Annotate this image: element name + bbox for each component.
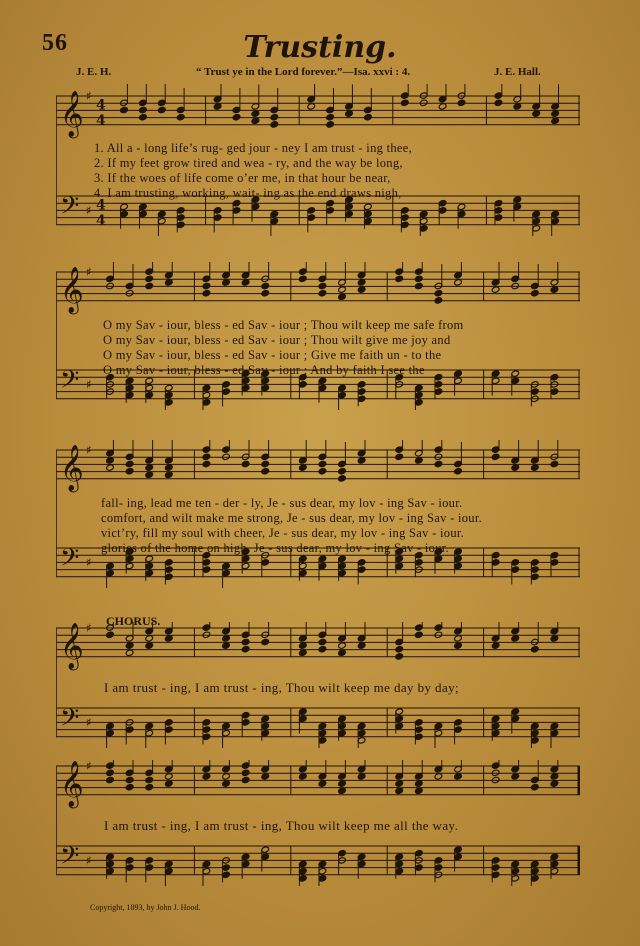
note-head: [357, 286, 366, 293]
chorus-line-2: I am trust - ing, I am trust - ing, Thou wilt keep me all the way.: [104, 818, 459, 833]
key-sharp-icon: ♯: [86, 555, 92, 570]
treble-clef-icon: 𝄞: [60, 90, 84, 137]
treble-clef-icon: 𝄞: [60, 622, 84, 669]
note-head: [550, 286, 559, 293]
note-head: [120, 106, 129, 113]
note-head: [454, 642, 463, 649]
note-head: [454, 635, 463, 642]
note-head: [454, 279, 463, 286]
chorus-line-1: I am trust - ing, I am trust - ing, Thou wilt keep me day by day;: [104, 680, 460, 695]
note-head: [165, 471, 174, 478]
note-head: [531, 464, 540, 471]
note-head: [338, 286, 347, 293]
key-sharp-icon: ♯: [86, 760, 92, 773]
note-head: [454, 468, 463, 475]
note-head: [158, 106, 167, 113]
note-head: [318, 468, 327, 475]
note-head: [307, 103, 316, 110]
note-head: [531, 784, 540, 791]
key-sharp-icon: ♯: [86, 89, 92, 103]
key-sharp-icon: ♯: [86, 203, 92, 218]
note-head: [241, 646, 250, 653]
bass-clef-icon: 𝄢: [60, 841, 80, 877]
verse-2-line-2: O my Sav - iour, bless - ed Sav - iour ; Thou wilt give me joy and: [103, 333, 451, 347]
note-head: [261, 282, 270, 289]
note-head: [454, 773, 463, 780]
note-head: [494, 99, 503, 106]
note-head: [338, 293, 347, 300]
note-head: [222, 635, 231, 642]
note-head: [145, 635, 154, 642]
note-head: [326, 114, 335, 121]
note-head: [551, 110, 560, 117]
note-head: [299, 642, 308, 649]
note-head: [270, 121, 279, 128]
hymn-title: Trusting.: [243, 30, 397, 65]
note-head: [511, 464, 520, 471]
note-head: [222, 279, 231, 286]
note-head: [532, 110, 541, 117]
bass-clef-icon: 𝄢: [60, 365, 80, 401]
key-sharp-icon: ♯: [86, 715, 92, 730]
note-head: [338, 642, 347, 649]
note-head: [299, 773, 308, 780]
note-head: [415, 275, 424, 282]
note-head: [125, 776, 134, 783]
copyright-notice: Copyright, 1893, by John J. Hood.: [90, 903, 201, 912]
note-head: [145, 784, 154, 791]
note-head: [145, 275, 154, 282]
note-head: [145, 642, 154, 649]
note-head: [318, 646, 327, 653]
note-head: [318, 780, 327, 787]
note-head: [491, 286, 500, 293]
note-head: [222, 642, 231, 649]
note-head: [513, 103, 522, 110]
note-head: [395, 780, 404, 787]
note-head: [357, 457, 366, 464]
note-head: [251, 117, 260, 124]
note-head: [241, 279, 250, 286]
note-head: [511, 773, 520, 780]
key-sharp-icon: ♯: [86, 853, 92, 868]
note-head: [326, 121, 335, 128]
bass-clef-icon: 𝄢: [60, 191, 80, 227]
note-head: [106, 769, 115, 776]
note-head: [457, 99, 466, 106]
note-head: [125, 784, 134, 791]
note-head: [511, 635, 520, 642]
lyricist-credit: J. E. H.: [76, 66, 112, 78]
note-head: [318, 290, 327, 297]
note-head: [364, 114, 373, 121]
key-sharp-icon: ♯: [86, 443, 92, 457]
note-head: [338, 787, 347, 794]
note-head: [338, 649, 347, 656]
note-head: [550, 773, 559, 780]
note-head: [139, 114, 148, 121]
note-head: [222, 773, 231, 780]
note-head: [299, 649, 308, 656]
verse-4-line-3: glories of the home on high, Je - sus dear, my lov - ing Sav - iour.: [101, 541, 449, 555]
time-signature-top: 4: [96, 97, 106, 114]
page-number: 56: [42, 30, 68, 56]
note-head: [415, 457, 424, 464]
note-head: [261, 290, 270, 297]
note-head: [415, 787, 424, 794]
note-head: [438, 103, 447, 110]
verse-3-line-1: 3. If the woes of life come o’er me, in that hour be near,: [94, 171, 391, 185]
key-sharp-icon: ♯: [86, 622, 92, 635]
note-head: [434, 290, 443, 297]
note-head: [531, 290, 540, 297]
note-head: [318, 638, 327, 645]
note-head: [345, 110, 354, 117]
note-head: [106, 631, 115, 638]
note-head: [139, 106, 148, 113]
note-head: [491, 453, 500, 460]
note-head: [395, 453, 404, 460]
note-head: [338, 468, 347, 475]
bass-clef-icon: 𝄢: [60, 703, 80, 739]
note-head: [241, 776, 250, 783]
note-head: [395, 787, 404, 794]
note-head: [261, 773, 270, 780]
note-head: [106, 776, 115, 783]
note-head: [270, 114, 279, 121]
chorus-label: CHORUS.: [106, 614, 161, 628]
note-head: [357, 279, 366, 286]
time-signature-bottom: 4: [96, 212, 106, 229]
verse-1-line-1: 1. All a - long life’s rug- ged jour - ney I am trust - ing thee,: [94, 141, 413, 155]
note-head: [241, 638, 250, 645]
time-signature-top: 4: [96, 197, 106, 214]
note-head: [202, 460, 211, 467]
note-head: [531, 646, 540, 653]
note-head: [145, 282, 154, 289]
verse-2-line-3: comfort, and wilt make me strong, Je - sus dear, my lov - ing Sav - iour.: [101, 511, 483, 525]
note-head: [125, 642, 134, 649]
note-head: [338, 780, 347, 787]
note-head: [415, 780, 424, 787]
note-head: [202, 282, 211, 289]
note-head: [241, 769, 250, 776]
verse-1-line-3: fall- ing, lead me ten - der - ly, Je - sus dear, my lov - ing Sav - iour.: [101, 496, 463, 510]
note-head: [551, 117, 560, 124]
note-head: [202, 773, 211, 780]
time-signature-bottom: 4: [96, 112, 106, 129]
treble-clef-icon: 𝄞: [60, 444, 84, 491]
verse-3-line-2: O my Sav - iour, bless - ed Sav - iour ; Give me faith un - to the: [103, 348, 442, 362]
note-head: [261, 460, 270, 467]
note-head: [550, 635, 559, 642]
note-head: [491, 642, 500, 649]
note-head: [125, 460, 134, 467]
note-head: [145, 464, 154, 471]
note-head: [357, 773, 366, 780]
note-head: [145, 776, 154, 783]
note-head: [202, 290, 211, 297]
note-head: [125, 468, 134, 475]
note-head: [261, 468, 270, 475]
note-head: [251, 110, 260, 117]
note-head: [261, 638, 270, 645]
note-head: [338, 475, 347, 482]
note-head: [232, 114, 241, 121]
note-head: [165, 780, 174, 787]
note-head: [222, 780, 231, 787]
note-head: [434, 773, 443, 780]
verse-4-line-1: 4. I am trusting, working, wait- ing as the end draws nigh,: [94, 186, 402, 200]
key-sharp-icon: ♯: [86, 265, 92, 279]
note-head: [434, 460, 443, 467]
note-head: [165, 279, 174, 286]
note-head: [357, 642, 366, 649]
verse-2-line-1: 2. If my feet grow tired and wea - ry, and the way be long,: [94, 156, 403, 170]
bass-clef-icon: 𝄢: [60, 543, 80, 579]
note-head: [395, 646, 404, 653]
note-head: [213, 103, 222, 110]
note-head: [318, 460, 327, 467]
verse-4-line-2: O my Sav - iour, bless - ed Sav - iour ; And by faith I see the: [103, 363, 425, 377]
note-head: [415, 631, 424, 638]
note-head: [165, 635, 174, 642]
note-head: [299, 275, 308, 282]
note-head: [106, 457, 115, 464]
verse-3-line-3: vict’ry, fill my soul with cheer, Je - sus dear, my lov - ing Sav - iour.: [101, 526, 465, 540]
note-head: [401, 99, 410, 106]
note-head: [318, 282, 327, 289]
note-head: [165, 464, 174, 471]
verse-1-line-2: O my Sav - iour, bless - ed Sav - iour ; Thou wilt keep me safe from: [103, 318, 464, 332]
composer-credit: J. E. Hall.: [494, 66, 541, 78]
note-head: [176, 114, 185, 121]
treble-clef-icon: 𝄞: [60, 266, 84, 313]
treble-clef-icon: 𝄞: [60, 760, 84, 807]
note-head: [415, 282, 424, 289]
note-head: [106, 464, 115, 471]
note-head: [125, 649, 134, 656]
note-head: [145, 471, 154, 478]
scripture-reference: “ Trust ye in the Lord forever.”—Isa. xxvi : 4.: [196, 66, 411, 78]
note-head: [395, 275, 404, 282]
note-head: [241, 460, 250, 467]
key-sharp-icon: ♯: [86, 377, 92, 392]
note-head: [202, 453, 211, 460]
note-head: [550, 460, 559, 467]
note-head: [165, 773, 174, 780]
note-head: [299, 464, 308, 471]
note-head: [395, 653, 404, 660]
note-head: [434, 297, 443, 304]
note-head: [550, 780, 559, 787]
